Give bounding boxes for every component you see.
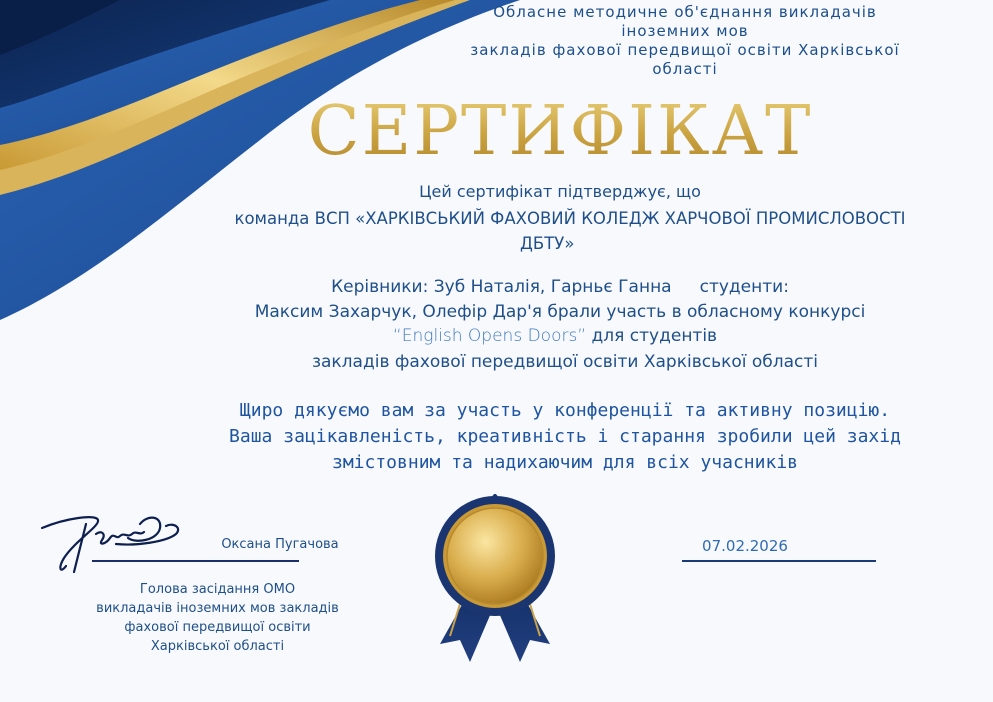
thanks-line-1: Щиро дякуємо вам за участь у конференції та активну позицію. [239, 400, 891, 421]
contest-line [340, 326, 770, 346]
thanks-line-2: Ваша зацікавленість, креативність і старання зробили цей захід [229, 426, 901, 447]
signer-role-line-2: викладачів іноземних мов закладів [96, 601, 339, 616]
handwritten-signature [36, 500, 186, 580]
contest-suffix: для студентів [586, 326, 718, 346]
date-value: 07.02.2026 [702, 537, 788, 555]
organization-line-1: Обласне методичне об'єднання викладачів [493, 3, 877, 21]
team-name-line-2: ДБТУ» [520, 234, 575, 253]
signer-role-line-1: Голова засідання ОМО [139, 582, 296, 597]
students-label: студенти: [699, 277, 789, 297]
organization-header [440, 3, 930, 79]
signer-role-line-4: Харківської області [150, 639, 285, 654]
team-name-line-1: команда ВСП «ХАРКІВСЬКИЙ ФАХОВИЙ КОЛЕДЖ ХАРЧОВОЇ ПРОМИСЛОВОСТІ [234, 209, 906, 228]
award-seal-icon [430, 494, 560, 669]
organization-line-3: закладів фахової передвищої освіти Харківської [470, 41, 900, 59]
leaders-text: Керівники: Зуб Наталія, Гарньє Ганна [331, 277, 672, 297]
thanks-message [150, 398, 980, 476]
signature-line [92, 560, 299, 562]
date-line [682, 560, 876, 562]
leaders-line [300, 277, 820, 297]
contest-name: “English Opens Doors” [392, 326, 587, 346]
organization-line-4: області [652, 60, 718, 78]
thanks-line-3: змістовним та надихаючим для всіх учасників [332, 452, 798, 473]
signer-name: Оксана Пугачова [221, 537, 339, 552]
certificate-title: СЕРТИФІКАТ [305, 92, 815, 171]
participants-text: Максим Захарчук, Олефір Дар'я брали участь в обласному конкурсі [254, 302, 866, 322]
organization-line-2: іноземних мов [621, 22, 749, 40]
schools-text: закладів фахової передвищої освіти Харківської області [311, 352, 819, 372]
signer-role-line-3: фахової передвищої освіти [124, 620, 311, 635]
signer-role [75, 580, 360, 656]
confirm-text: Цей сертифікат підтверджує, що [419, 182, 701, 201]
